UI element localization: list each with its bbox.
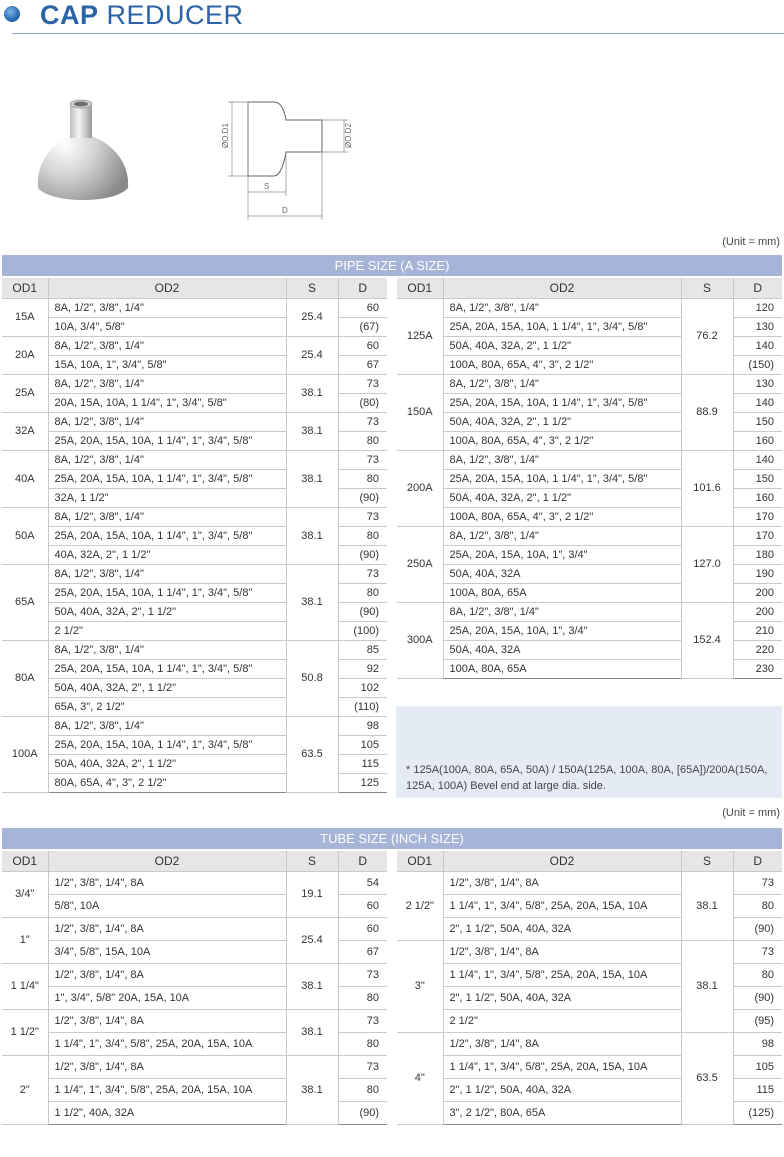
table-row [397, 940, 782, 963]
s-cell: 38.1 [286, 1055, 338, 1124]
od2-cell: 25A, 20A, 15A, 10A, 1 1/4", 1", 3/4", 5/8" [443, 317, 681, 336]
od2-cell: 3/4", 5/8", 15A, 10A [48, 940, 286, 963]
table-row [2, 1055, 387, 1078]
od2-cell: 50A, 40A, 32A, 2", 1 1/2" [48, 754, 286, 773]
d-cell: 80 [338, 526, 387, 545]
s-cell: 38.1 [286, 412, 338, 450]
col-header-s: S [681, 851, 733, 871]
od2-cell: 50A, 40A, 32A [443, 640, 681, 659]
od2-cell: 8A, 1/2", 3/8", 1/4" [48, 374, 286, 393]
od2-cell: 25A, 20A, 15A, 10A, 1", 3/4" [443, 545, 681, 564]
d-cell: 80 [338, 583, 387, 602]
d-cell: (95) [733, 1009, 782, 1032]
s-cell: 50.8 [286, 640, 338, 716]
od2-cell: 25A, 20A, 15A, 10A, 1 1/4", 1", 3/4", 5/8" [48, 659, 286, 678]
od2-cell: 1/2", 3/8", 1/4", 8A [443, 871, 681, 894]
table-row [2, 507, 387, 526]
title-light: REDUCER [106, 0, 244, 30]
d-cell: 80 [338, 986, 387, 1009]
tube-unit-label: (Unit = mm) [722, 807, 780, 819]
col-header-d: D [733, 278, 782, 298]
od1-cell: 200A [397, 450, 443, 526]
page-header [0, 0, 784, 40]
od2-cell: 50A, 40A, 32A, 2", 1 1/2" [48, 678, 286, 697]
s-cell: 25.4 [286, 298, 338, 336]
pipe-table-right [397, 278, 782, 679]
d-cell: 73 [338, 564, 387, 583]
s-cell: 38.1 [286, 564, 338, 640]
d-cell: (80) [338, 393, 387, 412]
d-cell: 130 [733, 317, 782, 336]
od1-cell: 3/4" [2, 871, 48, 917]
od2-cell: 8A, 1/2", 3/8", 1/4" [443, 298, 681, 317]
d-cell: 220 [733, 640, 782, 659]
od2-cell: 1/2", 3/8", 1/4", 8A [48, 1009, 286, 1032]
od2-cell: 8A, 1/2", 3/8", 1/4" [48, 336, 286, 355]
d-cell: 115 [733, 1078, 782, 1101]
d-cell: 85 [338, 640, 387, 659]
d-cell: 200 [733, 602, 782, 621]
s-cell: 38.1 [286, 507, 338, 564]
d-cell: 98 [338, 716, 387, 735]
tube-table-left [2, 851, 387, 1125]
col-header-d: D [733, 851, 782, 871]
od1-cell: 3" [397, 940, 443, 1032]
od2-cell: 25A, 20A, 15A, 10A, 1 1/4", 1", 3/4", 5/8" [48, 431, 286, 450]
title-bold: CAP [40, 0, 99, 30]
col-header-s: S [681, 278, 733, 298]
table-row [2, 298, 387, 317]
od2-cell: 1/2", 3/8", 1/4", 8A [443, 1032, 681, 1055]
od1-cell: 50A [2, 507, 48, 564]
d-cell: 120 [733, 298, 782, 317]
d-cell: 170 [733, 526, 782, 545]
d-cell: 60 [338, 917, 387, 940]
page-title [40, 0, 244, 30]
tube-table-right [397, 851, 782, 1125]
od2-cell: 8A, 1/2", 3/8", 1/4" [48, 412, 286, 431]
table-row [397, 450, 782, 469]
od1-cell: 2" [2, 1055, 48, 1124]
d-cell: 230 [733, 659, 782, 678]
table-row [2, 871, 387, 894]
col-header-od2: OD2 [443, 278, 681, 298]
s-cell: 19.1 [286, 871, 338, 917]
d-cell: 92 [338, 659, 387, 678]
d-cell: (67) [338, 317, 387, 336]
od2-cell: 8A, 1/2", 3/8", 1/4" [48, 564, 286, 583]
bevel-note: * 125A(100A, 80A, 65A, 50A) / 150A(125A, 100A, 80A, [65A])/200A(150A, 125A, 100A) Bevel end at large dia. side. [396, 706, 782, 798]
table-row [2, 716, 387, 735]
od1-cell: 20A [2, 336, 48, 374]
od2-cell: 1 1/4", 1", 3/4", 5/8", 25A, 20A, 15A, 10A [48, 1032, 286, 1055]
d-cell: 150 [733, 412, 782, 431]
od2-cell: 8A, 1/2", 3/8", 1/4" [48, 716, 286, 735]
d-cell: 73 [733, 871, 782, 894]
od1-cell: 25A [2, 374, 48, 412]
s-cell: 63.5 [681, 1032, 733, 1124]
d-cell: 140 [733, 336, 782, 355]
d-cell: 60 [338, 894, 387, 917]
s-cell: 88.9 [681, 374, 733, 450]
od2-cell: 8A, 1/2", 3/8", 1/4" [48, 507, 286, 526]
d-cell: 73 [338, 963, 387, 986]
s-cell: 38.1 [681, 871, 733, 940]
od2-cell: 3", 2 1/2", 80A, 65A [443, 1101, 681, 1124]
col-header-s: S [286, 851, 338, 871]
od1-cell: 1" [2, 917, 48, 963]
od2-cell: 25A, 20A, 15A, 10A, 1 1/4", 1", 3/4", 5/8" [443, 469, 681, 488]
od2-cell: 1 1/2", 40A, 32A [48, 1101, 286, 1124]
table-row [2, 564, 387, 583]
d-cell: (90) [733, 986, 782, 1009]
d-cell: 180 [733, 545, 782, 564]
table-row [2, 917, 387, 940]
header-divider [12, 33, 784, 34]
od2-cell: 100A, 80A, 65A [443, 583, 681, 602]
s-cell: 76.2 [681, 298, 733, 374]
bullet-icon [4, 6, 20, 22]
col-header-od1: OD1 [2, 278, 48, 298]
tube-section-title: TUBE SIZE (INCH SIZE) [2, 828, 782, 849]
d-cell: 80 [338, 1078, 387, 1101]
s-cell: 127.0 [681, 526, 733, 602]
d-cell: 73 [338, 1009, 387, 1032]
d-cell: (90) [733, 917, 782, 940]
d-cell: (90) [338, 488, 387, 507]
od2-cell: 1 1/4", 1", 3/4", 5/8", 25A, 20A, 15A, 10A [48, 1078, 286, 1101]
d-cell: 160 [733, 431, 782, 450]
od2-cell: 8A, 1/2", 3/8", 1/4" [443, 450, 681, 469]
d-cell: 60 [338, 336, 387, 355]
d-cell: 67 [338, 940, 387, 963]
od1-cell: 150A [397, 374, 443, 450]
od1-label: ØO.D1 [221, 123, 230, 148]
d-label: D [282, 206, 288, 215]
d-cell: (110) [338, 697, 387, 716]
od1-cell: 15A [2, 298, 48, 336]
od1-cell: 2 1/2" [397, 871, 443, 940]
d-cell: 210 [733, 621, 782, 640]
d-cell: 60 [338, 298, 387, 317]
d-cell: 105 [338, 735, 387, 754]
od2-cell: 25A, 20A, 15A, 10A, 1 1/4", 1", 3/4", 5/8" [48, 469, 286, 488]
od1-cell: 4" [397, 1032, 443, 1124]
table-row [2, 412, 387, 431]
col-header-od1: OD1 [397, 851, 443, 871]
od1-cell: 80A [2, 640, 48, 716]
d-cell: 115 [338, 754, 387, 773]
col-header-od1: OD1 [397, 278, 443, 298]
od2-cell: 10A, 3/4", 5/8" [48, 317, 286, 336]
od2-cell: 50A, 40A, 32A, 2", 1 1/2" [443, 488, 681, 507]
d-cell: 73 [338, 1055, 387, 1078]
od2-cell: 80A, 65A, 4", 3", 2 1/2" [48, 773, 286, 792]
s-cell: 25.4 [286, 917, 338, 963]
od2-cell: 25A, 20A, 15A, 10A, 1 1/4", 1", 3/4", 5/8" [48, 583, 286, 602]
od2-cell: 65A, 3", 2 1/2" [48, 697, 286, 716]
d-cell: 190 [733, 564, 782, 583]
col-header-s: S [286, 278, 338, 298]
od2-cell: 2 1/2" [443, 1009, 681, 1032]
od2-cell: 20A, 15A, 10A, 1 1/4", 1", 3/4", 5/8" [48, 393, 286, 412]
table-row [2, 374, 387, 393]
od2-cell: 1/2", 3/8", 1/4", 8A [443, 940, 681, 963]
od2-cell: 8A, 1/2", 3/8", 1/4" [443, 526, 681, 545]
s-cell: 101.6 [681, 450, 733, 526]
od2-cell: 1/2", 3/8", 1/4", 8A [48, 1055, 286, 1078]
od2-cell: 2", 1 1/2", 50A, 40A, 32A [443, 917, 681, 940]
col-header-d: D [338, 851, 387, 871]
d-cell: 125 [338, 773, 387, 792]
od2-cell: 1", 3/4", 5/8" 20A, 15A, 10A [48, 986, 286, 1009]
od1-cell: 125A [397, 298, 443, 374]
d-cell: 80 [338, 1032, 387, 1055]
od2-cell: 40A, 32A, 2", 1 1/2" [48, 545, 286, 564]
d-cell: 105 [733, 1055, 782, 1078]
d-cell: (150) [733, 355, 782, 374]
od2-cell: 1 1/4", 1", 3/4", 5/8", 25A, 20A, 15A, 10A [443, 894, 681, 917]
d-cell: 73 [338, 507, 387, 526]
d-cell: 140 [733, 450, 782, 469]
od2-cell: 50A, 40A, 32A, 2", 1 1/2" [443, 412, 681, 431]
table-row [2, 963, 387, 986]
od2-cell: 25A, 20A, 15A, 10A, 1", 3/4" [443, 621, 681, 640]
d-cell: 73 [338, 412, 387, 431]
d-cell: 67 [338, 355, 387, 374]
od2-cell: 25A, 20A, 15A, 10A, 1 1/4", 1", 3/4", 5/8" [48, 526, 286, 545]
od1-cell: 250A [397, 526, 443, 602]
od1-cell: 300A [397, 602, 443, 678]
d-cell: (125) [733, 1101, 782, 1124]
table-row [397, 602, 782, 621]
od2-cell: 1 1/4", 1", 3/4", 5/8", 25A, 20A, 15A, 10A [443, 963, 681, 986]
d-cell: 160 [733, 488, 782, 507]
od1-cell: 65A [2, 564, 48, 640]
d-cell: 54 [338, 871, 387, 894]
s-label: S [264, 182, 270, 191]
od2-cell: 25A, 20A, 15A, 10A, 1 1/4", 1", 3/4", 5/8" [48, 735, 286, 754]
pipe-section-title: PIPE SIZE (A SIZE) [2, 255, 782, 276]
od2-cell: 2", 1 1/2", 50A, 40A, 32A [443, 986, 681, 1009]
d-cell: 200 [733, 583, 782, 602]
col-header-d: D [338, 278, 387, 298]
od2-cell: 1 1/4", 1", 3/4", 5/8", 25A, 20A, 15A, 10A [443, 1055, 681, 1078]
s-cell: 63.5 [286, 716, 338, 792]
table-row [2, 450, 387, 469]
table-row [397, 298, 782, 317]
od2-cell: 8A, 1/2", 3/8", 1/4" [48, 450, 286, 469]
od2-cell: 2", 1 1/2", 50A, 40A, 32A [443, 1078, 681, 1101]
d-cell: 80 [733, 963, 782, 986]
od2-label: ØO.D2 [344, 123, 353, 148]
d-cell: 170 [733, 507, 782, 526]
od2-cell: 100A, 80A, 65A, 4", 3", 2 1/2" [443, 355, 681, 374]
d-cell: 73 [338, 374, 387, 393]
d-cell: 80 [338, 431, 387, 450]
od2-cell: 1/2", 3/8", 1/4", 8A [48, 871, 286, 894]
od2-cell: 25A, 20A, 15A, 10A, 1 1/4", 1", 3/4", 5/8" [443, 393, 681, 412]
dimension-drawing [214, 96, 364, 226]
d-cell: 73 [733, 940, 782, 963]
s-cell: 38.1 [286, 450, 338, 507]
od1-cell: 40A [2, 450, 48, 507]
od2-cell: 100A, 80A, 65A, 4", 3", 2 1/2" [443, 507, 681, 526]
s-cell: 38.1 [286, 963, 338, 1009]
od1-cell: 1 1/4" [2, 963, 48, 1009]
table-row [397, 871, 782, 894]
s-cell: 25.4 [286, 336, 338, 374]
table-row [2, 1009, 387, 1032]
d-cell: 102 [338, 678, 387, 697]
od2-cell: 50A, 40A, 32A [443, 564, 681, 583]
d-cell: (100) [338, 621, 387, 640]
od2-cell: 15A, 10A, 1", 3/4", 5/8" [48, 355, 286, 374]
d-cell: 80 [733, 894, 782, 917]
table-row [2, 640, 387, 659]
s-cell: 38.1 [286, 1009, 338, 1055]
col-header-od2: OD2 [48, 278, 286, 298]
d-cell: 98 [733, 1032, 782, 1055]
od2-cell: 1/2", 3/8", 1/4", 8A [48, 963, 286, 986]
od1-cell: 100A [2, 716, 48, 792]
od2-cell: 2 1/2" [48, 621, 286, 640]
od2-cell: 50A, 40A, 32A, 2", 1 1/2" [48, 602, 286, 621]
d-cell: (90) [338, 1101, 387, 1124]
od2-cell: 32A, 1 1/2" [48, 488, 286, 507]
d-cell: 80 [338, 469, 387, 488]
od1-cell: 1 1/2" [2, 1009, 48, 1055]
od2-cell: 100A, 80A, 65A [443, 659, 681, 678]
d-cell: 73 [338, 450, 387, 469]
pipe-unit-label: (Unit = mm) [722, 236, 780, 248]
d-cell: 140 [733, 393, 782, 412]
d-cell: (90) [338, 602, 387, 621]
od2-cell: 1/2", 3/8", 1/4", 8A [48, 917, 286, 940]
d-cell: 130 [733, 374, 782, 393]
d-cell: (90) [338, 545, 387, 564]
od2-cell: 8A, 1/2", 3/8", 1/4" [443, 374, 681, 393]
pipe-table-left [2, 278, 387, 793]
s-cell: 152.4 [681, 602, 733, 678]
col-header-od1: OD1 [2, 851, 48, 871]
od1-cell: 32A [2, 412, 48, 450]
od2-cell: 8A, 1/2", 3/8", 1/4" [443, 602, 681, 621]
table-row [397, 1032, 782, 1055]
table-row [2, 336, 387, 355]
col-header-od2: OD2 [48, 851, 286, 871]
s-cell: 38.1 [286, 374, 338, 412]
table-row [397, 374, 782, 393]
s-cell: 38.1 [681, 940, 733, 1032]
d-cell: 150 [733, 469, 782, 488]
table-row [397, 526, 782, 545]
od2-cell: 8A, 1/2", 3/8", 1/4" [48, 298, 286, 317]
od2-cell: 8A, 1/2", 3/8", 1/4" [48, 640, 286, 659]
product-image [34, 92, 134, 210]
od2-cell: 5/8", 10A [48, 894, 286, 917]
od2-cell: 50A, 40A, 32A, 2", 1 1/2" [443, 336, 681, 355]
col-header-od2: OD2 [443, 851, 681, 871]
od2-cell: 100A, 80A, 65A, 4", 3", 2 1/2" [443, 431, 681, 450]
